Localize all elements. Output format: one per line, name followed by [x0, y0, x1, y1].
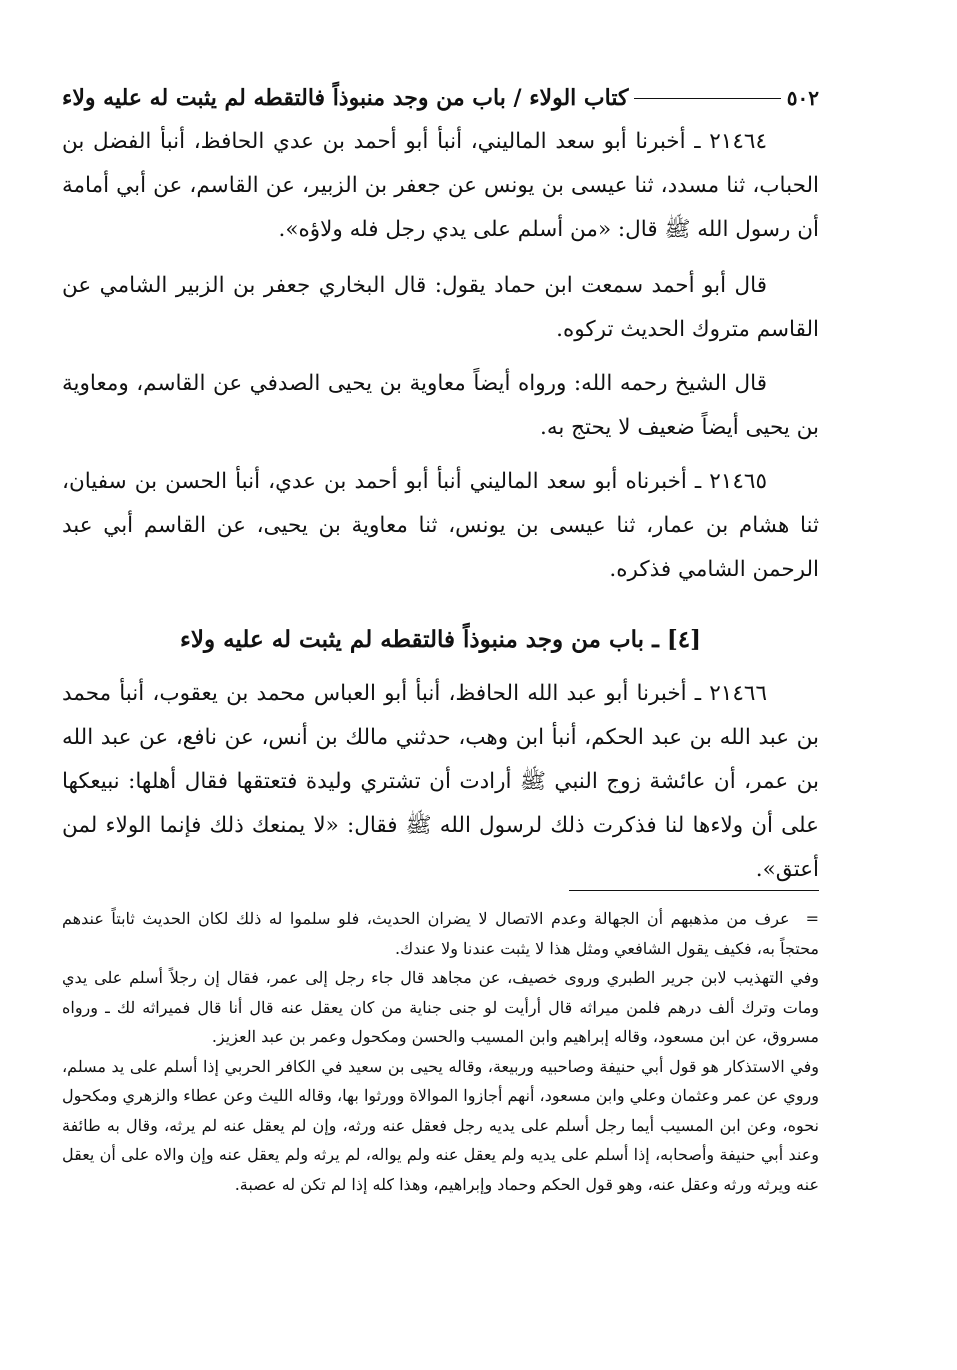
- page-number: ٥٠٢: [786, 86, 819, 110]
- footnote-istidhkar: وفي الاستذكار هو قول أبي حنيفة وصاحبيه وربيعة، وقاله يحيى بن سعيد في الكافر الحربي إذا أسلم على يد مسلم، وروي عن عمر وعثمان وعلي وابن مسعود، أنهم أجازوا الموالاة وورثوا بها، وقاله الليث وعن عطاء والزهري ومكحول نحوه، وعن ابن المسيب أيما رجل أسلم على يديه رجل فعقل عنه ورثه، وإن لم يعقل عنه لم يرثه، وقال به طائفة وعند أبي حنيفة وأصحابه، إذا أسلم على يديه ولم يعقل عنه ولم يواله، لم يرثه ولم يعقل عنه وإن والاه على أن يعقل عنه ويرثه ورثه وعقل عنه، وهو قول الحكم وحماد وإبراهيم، وهذا كله إذا لم تكن له عصبة.: [62, 1056, 820, 1194]
- running-header: [62, 78, 819, 118]
- section-heading: [٤] ـ باب من وجد منبوذاً فالتقطه لم يثبت له عليه ولاء: [180, 626, 701, 653]
- header-rule: [634, 98, 780, 99]
- footnote-separator: [569, 890, 819, 891]
- hadith-21465: ٢١٤٦٥ ـ أخبرناه أبو سعد الماليني أنبأ أبو أحمد بن عدي، أنبأ الحسن بن سفيان، ثنا هشام بن عمار، ثنا عيسى بن يونس، ثنا معاوية بن يحيى، عن القاسم أبي عبد الرحمن الشامي فذكره.: [62, 469, 819, 582]
- footnotes: [62, 904, 819, 1199]
- hadith-21464: ٢١٤٦٤ ـ أخبرنا أبو سعد الماليني، أنبأ أبو أحمد بن عدي الحافظ، أنبأ الفضل بن الحباب، ثنا مسدد، ثنا عيسى بن يونس عن جعفر بن الزبير، عن القاسم، عن أبي أمامة أن رسول الله ﷺ قال: «من أسلم على يدي رجل فله ولاؤه».: [62, 129, 819, 242]
- footnote-text: عرف من مذهبهم أن الجهالة وعدم الاتصال لا يضران الحديث، فلو سلموا له ذلك لكان الحديث ثابتاً عندهم محتجاً به، فكيف يقول الشافعي ومثل هذا لا يثبت عندنا ولا عندك.: [62, 909, 819, 958]
- footnote-tahdhib: وفي التهذيب لابن جرير الطبري وروى خصيف، عن مجاهد قال جاء رجل إلى عمر، فقال إن رجلاً أسلم على يدي ومات وترك ألف درهم فلمن ميراثه قال أرأيت لو جنى جناية من كان يعقل عنه قال أنا قال فميراثه لك ـ ورواه مسروق، عن ابن مسعود، وقاله إبراهيم وابن المسيب والحسن ومكحول وعمر بن عبد العزيز.: [62, 968, 819, 1046]
- running-title: كتاب الولاء / باب من وجد منبوذاً فالتقطه لم يثبت له عليه ولاء: [62, 85, 629, 111]
- footnote-continuation: [62, 904, 819, 963]
- footnote-continuation-marker: =: [805, 909, 819, 928]
- commentary-ibn-adi: قال أبو أحمد سمعت ابن حماد يقول: قال البخاري جعفر بن الزبير الشامي عن القاسم متروك الحديث تركوه.: [62, 273, 819, 342]
- page-body: [62, 78, 819, 892]
- commentary-sheikh: قال الشيخ رحمه الله: ورواه أيضاً معاوية بن يحيى الصدفي عن القاسم، ومعاوية بن يحيى أيضاً ضعيف لا يحتج به.: [62, 371, 819, 440]
- hadith-21466: ٢١٤٦٦ ـ أخبرنا أبو عبد الله الحافظ، أنبأ أبو العباس محمد بن يعقوب، أنبأ محمد بن عبد الله بن عبد الحكم، أنبأ ابن وهب، حدثني مالك بن أنس، عن نافع، عن عبد الله بن عمر، أن عائشة زوج النبي ﷺ أرادت أن تشتري وليدة فتعتقها فقال أهلها: نبيعكها على أن ولاءها لنا فذكرت ذلك لرسول الله ﷺ فقال: «لا يمنعك ذلك فإنما الولاء لمن أعتق».: [62, 681, 819, 882]
